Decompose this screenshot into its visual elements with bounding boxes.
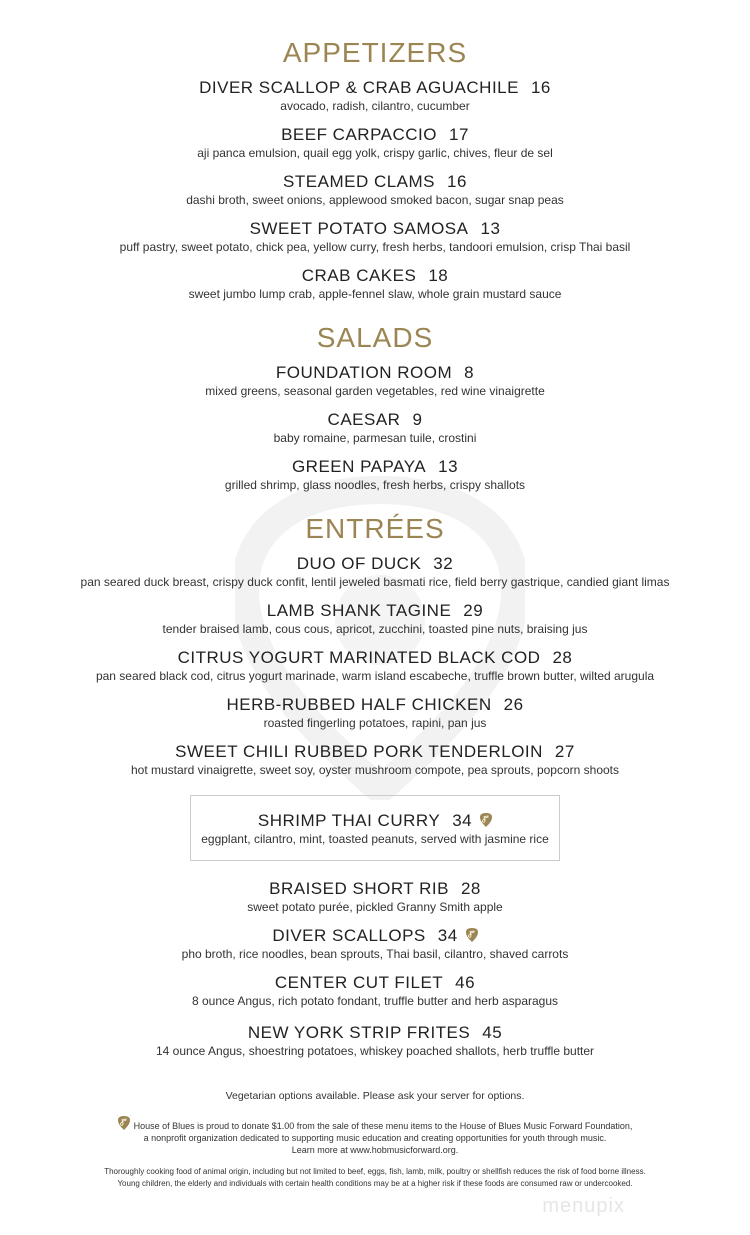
item-name: CENTER CUT FILET — [274, 973, 444, 992]
item-price: 8 — [464, 363, 475, 382]
item-name: DUO OF DUCK — [296, 554, 422, 573]
item-desc: baby romaine, parmesan tuile, crostini — [273, 431, 477, 445]
item-price: 26 — [503, 695, 524, 714]
item-desc: roasted fingerling potatoes, rapini, pan jus — [263, 716, 487, 730]
item-name: LAMB SHANK TAGINE — [266, 601, 452, 620]
section-title: ENTRÉES — [305, 513, 445, 544]
item-desc: dashi broth, sweet onions, applewood smoked bacon, sugar snap peas — [186, 193, 564, 207]
item-name: FOUNDATION ROOM — [275, 363, 453, 382]
item-price: 16 — [447, 172, 467, 191]
item-name: SWEET POTATO SAMOSA — [249, 219, 469, 238]
item-price: 32 — [433, 554, 454, 573]
item-desc: pan seared duck breast, crispy duck confit, lentil jeweled basmati rice, field berry gastrique, candied giant limas — [80, 575, 670, 589]
item-desc: mixed greens, seasonal garden vegetables, red wine vinaigrette — [205, 384, 545, 398]
item-price: 9 — [412, 410, 423, 429]
menu-item — [0, 409, 750, 456]
donation-line: House of Blues is proud to donate $1.00 from the sale of these menu items to the House of Blues Music Forward Foundation, — [133, 1121, 633, 1131]
item-name: CRAB CAKES — [301, 266, 417, 285]
music-forward-pick-icon — [466, 928, 478, 942]
item-price: 13 — [438, 457, 459, 476]
section-appetizers — [0, 35, 750, 312]
item-desc: sweet jumbo lump crab, apple-fennel slaw, whole grain mustard sauce — [188, 287, 562, 301]
item-price: 16 — [530, 78, 551, 97]
item-desc: grilled shrimp, glass noodles, fresh herbs, crispy shallots — [224, 478, 526, 492]
item-price: 17 — [449, 125, 469, 144]
item-name: SHRIMP THAI CURRY — [257, 811, 441, 830]
section-title: SALADS — [316, 322, 434, 353]
warning-line: Young children, the elderly and individuals with certain health conditions may be at a higher risk if these foods are consumed raw or undercooked. — [117, 1179, 633, 1188]
donation-line: a nonprofit organization dedicated to supporting music education and creating opportunities for youth through music. — [143, 1133, 607, 1143]
item-name: STEAMED CLAMS — [283, 172, 436, 191]
section-salads — [0, 320, 750, 503]
item-price: 34 — [437, 926, 458, 945]
item-price: 28 — [460, 879, 481, 898]
menu-item — [0, 647, 750, 694]
item-name: HERB-RUBBED HALF CHICKEN — [226, 695, 492, 714]
item-name: GREEN PAPAYA — [291, 457, 427, 476]
item-name: BEEF CARPACCIO — [281, 125, 437, 144]
item-desc: puff pastry, sweet potato, chick pea, yellow curry, fresh herbs, tandoori emulsion, crisp Thai basil — [119, 240, 631, 254]
item-desc: 14 ounce Angus, shoestring potatoes, whiskey poached shallots, herb truffle butter — [155, 1044, 595, 1058]
item-price: 28 — [552, 648, 573, 667]
menu-item — [0, 925, 750, 972]
item-name: SWEET CHILI RUBBED PORK TENDERLOIN — [175, 742, 543, 761]
item-desc: tender braised lamb, cous cous, apricot, zucchini, toasted pine nuts, braising jus — [162, 622, 588, 636]
item-desc: 8 ounce Angus, rich potato fondant, truffle butter and herb asparagus — [191, 994, 559, 1008]
item-desc: sweet potato purée, pickled Granny Smith apple — [247, 900, 503, 914]
item-desc: avocado, radish, cilantro, cucumber — [280, 99, 470, 113]
item-desc: aji panca emulsion, quail egg yolk, crispy garlic, chives, fleur de sel — [197, 146, 553, 160]
item-price: 34 — [452, 811, 473, 830]
item-desc: pho broth, rice noodles, bean sprouts, Thai basil, cilantro, shaved carrots — [181, 947, 569, 961]
music-forward-pick-icon — [480, 813, 492, 827]
item-price: 45 — [482, 1023, 503, 1042]
item-price: 18 — [428, 266, 449, 285]
menu-item — [0, 972, 750, 1022]
menu-item — [0, 171, 750, 218]
warning-line: Thoroughly cooking food of animal origin, including but not limited to beef, eggs, fish, lamb, milk, poultry or shellfish reduces the risk of food borne illness. — [104, 1167, 646, 1176]
item-desc: pan seared black cod, citrus yogurt marinade, warm island escabeche, truffle brown butter, wilted arugula — [95, 669, 655, 683]
featured-item-box — [190, 795, 560, 861]
watermark-logo: menupix — [542, 1195, 625, 1217]
item-name: BRAISED SHORT RIB — [269, 879, 449, 898]
item-price: 46 — [455, 973, 476, 992]
item-name: CITRUS YOGURT MARINATED BLACK COD — [177, 648, 541, 667]
music-forward-pick-icon — [118, 1116, 130, 1130]
section-entrees — [0, 511, 750, 1069]
menu-item — [0, 553, 750, 600]
menu-item — [0, 362, 750, 409]
item-name: DIVER SCALLOPS — [272, 926, 426, 945]
item-name: NEW YORK STRIP FRITES — [247, 1023, 471, 1042]
food-safety-warning — [0, 1166, 750, 1190]
item-price: 27 — [554, 742, 575, 761]
item-desc: hot mustard vinaigrette, sweet soy, oyster mushroom compote, pea sprouts, popcorn shoots — [130, 763, 619, 777]
menu-item — [0, 77, 750, 124]
item-price: 29 — [463, 601, 484, 620]
menu-item — [0, 1022, 750, 1069]
item-name: DIVER SCALLOP & CRAB AGUACHILE — [199, 78, 519, 97]
menu-item — [0, 124, 750, 171]
menu-item — [0, 694, 750, 741]
vegetarian-note: Vegetarian options available. Please ask your server for options. — [225, 1090, 525, 1102]
menu-item — [0, 456, 750, 503]
menu-item — [0, 218, 750, 265]
donation-link-line: Learn more at www.hobmusicforward.org. — [291, 1145, 459, 1155]
menu-item — [0, 878, 750, 925]
menu-item — [0, 600, 750, 647]
item-desc: eggplant, cilantro, mint, toasted peanuts, served with jasmine rice — [201, 832, 549, 846]
section-title: APPETIZERS — [282, 37, 468, 68]
menu-item — [0, 741, 750, 788]
item-price: 13 — [480, 219, 501, 238]
menu-item — [0, 265, 750, 312]
donation-note — [0, 1116, 750, 1156]
item-name: CAESAR — [327, 410, 401, 429]
